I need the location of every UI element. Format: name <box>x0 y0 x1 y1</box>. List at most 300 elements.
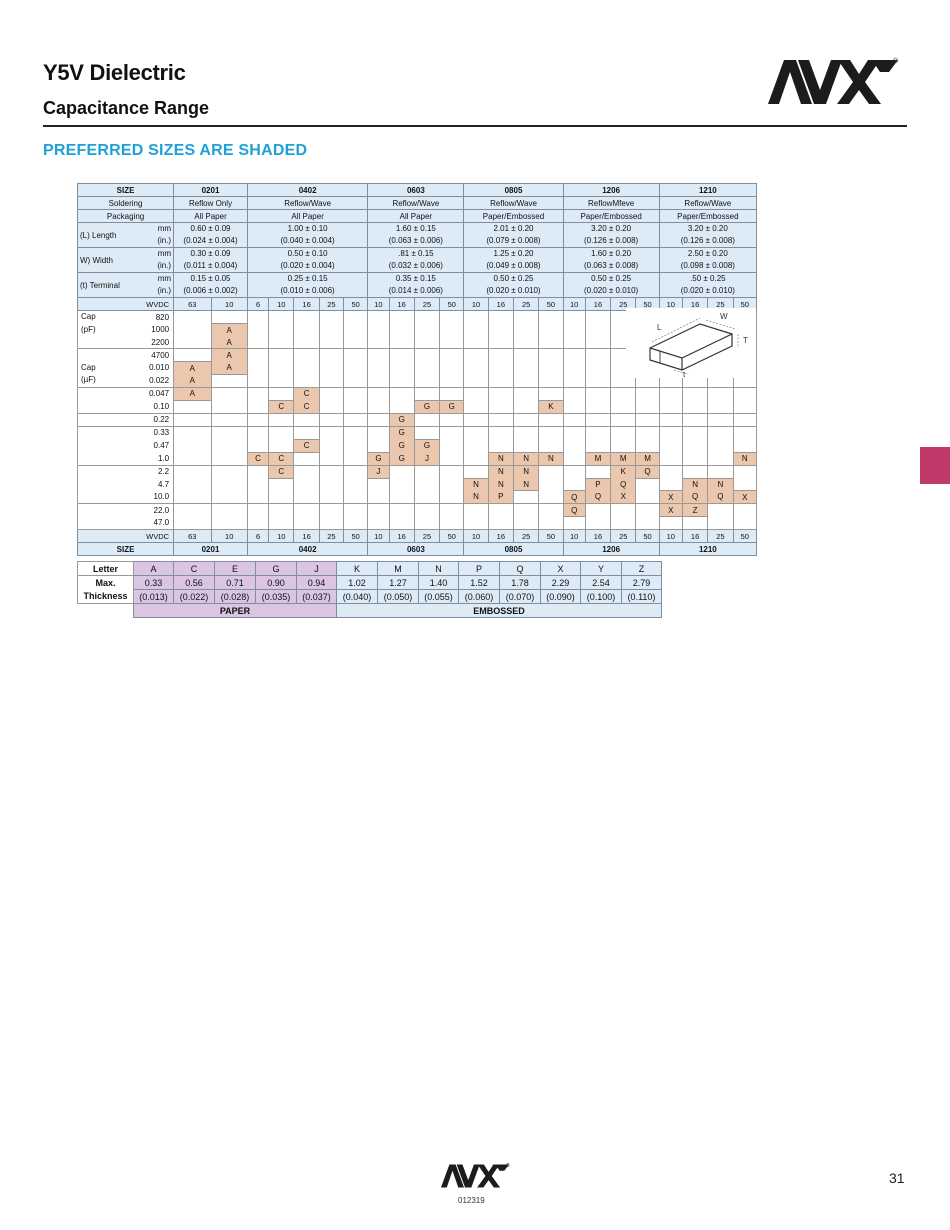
empty-cell <box>174 426 211 439</box>
wvdc-value: 10 <box>269 530 294 543</box>
capacitance-code-cell: A <box>211 336 247 349</box>
thickness-in: (0.037) <box>297 590 337 604</box>
thickness-letter: Z <box>622 562 662 576</box>
empty-cell <box>247 439 268 452</box>
capacitance-code-cell: G <box>389 452 414 465</box>
empty-cell <box>611 413 636 426</box>
empty-cell <box>368 504 389 517</box>
empty-cell <box>539 349 563 362</box>
empty-cell <box>563 465 585 478</box>
wvdc-value: 25 <box>611 298 636 311</box>
empty-cell <box>344 311 368 324</box>
thickness-letter: E <box>215 562 256 576</box>
empty-cell <box>636 491 659 504</box>
empty-cell <box>708 439 733 452</box>
empty-cell <box>319 311 343 324</box>
size-footer-cell: 0201 <box>174 543 248 556</box>
avx-logo <box>768 60 898 104</box>
empty-cell <box>585 413 610 426</box>
terminal-units <box>157 273 171 297</box>
capacitance-code-cell: G <box>389 413 414 426</box>
empty-cell <box>389 465 414 478</box>
empty-cell <box>414 478 439 491</box>
terminal-in: (0.020 ± 0.010) <box>486 286 541 295</box>
capacitance-code-cell: C <box>294 387 319 400</box>
width-mm: 0.50 ± 0.10 <box>287 249 328 258</box>
empty-cell <box>269 311 294 324</box>
terminal-label <box>78 273 174 298</box>
empty-cell <box>513 504 538 517</box>
capacitance-code-cell: J <box>414 452 439 465</box>
empty-cell <box>539 426 563 439</box>
cap-unit-label: (µF) <box>81 375 96 384</box>
wvdc-value: 50 <box>636 298 659 311</box>
wvdc-value: 50 <box>539 298 563 311</box>
empty-cell <box>659 465 682 478</box>
wvdc-value: 16 <box>389 530 414 543</box>
capacitance-code-cell: X <box>733 491 757 504</box>
cap-row <box>78 465 757 478</box>
empty-cell <box>269 387 294 400</box>
thickness-letter: C <box>174 562 215 576</box>
empty-cell <box>174 491 211 504</box>
empty-cell <box>464 324 488 337</box>
width-label-text: W) Width <box>80 255 113 265</box>
empty-cell <box>319 465 343 478</box>
empty-cell <box>368 478 389 491</box>
size-cell: 1206 <box>563 184 659 197</box>
capacitance-code-cell: N <box>513 478 538 491</box>
wvdc-value: 25 <box>319 530 343 543</box>
empty-cell <box>247 324 268 337</box>
empty-cell <box>174 400 211 413</box>
empty-cell <box>488 336 513 349</box>
capacitance-code-cell: N <box>539 452 563 465</box>
thickness-letter: M <box>378 562 419 576</box>
cap-value-label <box>78 478 174 491</box>
empty-cell <box>319 387 343 400</box>
capacitance-code-cell: A <box>174 387 211 400</box>
empty-cell <box>389 387 414 400</box>
empty-cell <box>585 504 610 517</box>
empty-cell <box>563 400 585 413</box>
empty-cell <box>174 349 211 362</box>
cap-row <box>78 478 757 491</box>
empty-cell <box>659 413 682 426</box>
empty-cell <box>414 465 439 478</box>
cap-value: 0.022 <box>149 375 170 385</box>
packaging-cell: All Paper <box>174 210 248 223</box>
empty-cell <box>513 413 538 426</box>
empty-cell <box>488 349 513 362</box>
length-cell <box>563 223 659 248</box>
empty-cell <box>344 400 368 413</box>
diagram-label-w: W <box>720 312 728 321</box>
empty-cell <box>294 517 319 530</box>
cap-row <box>78 439 757 452</box>
empty-cell <box>414 413 439 426</box>
empty-cell <box>414 311 439 324</box>
empty-cell <box>464 362 488 375</box>
empty-cell <box>682 517 707 530</box>
registered-mark: ® <box>893 58 899 65</box>
empty-cell <box>319 336 343 349</box>
thickness-mm: 1.02 <box>337 576 378 590</box>
soldering-cell: Reflow/Wave <box>247 197 367 210</box>
empty-cell <box>682 387 707 400</box>
empty-cell <box>682 452 707 465</box>
capacitance-code-cell: C <box>269 400 294 413</box>
thickness-letter: P <box>459 562 500 576</box>
wvdc-value: 16 <box>682 530 707 543</box>
page-number: 31 <box>889 1170 905 1186</box>
empty-cell <box>247 465 268 478</box>
empty-cell <box>659 426 682 439</box>
length-mm: 1.60 ± 0.15 <box>395 224 436 233</box>
capacitance-code-cell: A <box>211 362 247 375</box>
empty-cell <box>563 362 585 375</box>
capacitance-code-cell: M <box>611 452 636 465</box>
empty-cell <box>513 400 538 413</box>
empty-cell <box>344 426 368 439</box>
empty-cell <box>211 478 247 491</box>
cap-value-label <box>78 413 174 426</box>
soldering-cell: ReflowMfeve <box>563 197 659 210</box>
empty-cell <box>247 374 268 387</box>
wvdc-value: 10 <box>269 298 294 311</box>
thickness-in: (0.070) <box>500 590 541 604</box>
size-footer-row <box>78 543 757 556</box>
empty-cell <box>488 413 513 426</box>
cap-value-label <box>78 324 174 337</box>
empty-cell <box>414 517 439 530</box>
empty-cell <box>174 439 211 452</box>
empty-cell <box>708 465 733 478</box>
thickness-mm: 0.71 <box>215 576 256 590</box>
page-subtitle: Capacitance Range <box>43 98 210 118</box>
capacitance-code-cell: N <box>488 465 513 478</box>
empty-cell <box>344 324 368 337</box>
empty-cell <box>659 387 682 400</box>
width-in: (0.049 ± 0.008) <box>486 261 541 270</box>
width-row <box>78 248 757 273</box>
wvdc-value: 63 <box>174 530 211 543</box>
empty-cell <box>319 504 343 517</box>
capacitance-code-cell: X <box>659 491 682 504</box>
capacitance-code-cell: G <box>389 426 414 439</box>
empty-cell <box>319 452 343 465</box>
empty-cell <box>389 349 414 362</box>
capacitance-code-cell: N <box>488 478 513 491</box>
capacitance-code-cell: G <box>368 452 389 465</box>
empty-cell <box>659 452 682 465</box>
wvdc-value: 50 <box>733 298 757 311</box>
capacitance-code-cell: X <box>659 504 682 517</box>
width-mm: 1.60 ± 0.20 <box>591 249 632 258</box>
width-cell <box>368 248 464 273</box>
empty-cell <box>174 478 211 491</box>
wvdc-value: 6 <box>247 298 268 311</box>
empty-cell <box>247 517 268 530</box>
empty-cell <box>513 349 538 362</box>
empty-cell <box>464 387 488 400</box>
empty-cell <box>368 400 389 413</box>
width-mm: 0.30 ± 0.09 <box>190 249 231 258</box>
unit-mm: mm <box>157 274 172 283</box>
terminal-in: (0.020 ± 0.010) <box>680 286 735 295</box>
wvdc-value: 10 <box>464 530 488 543</box>
empty-cell <box>488 426 513 439</box>
empty-cell <box>269 491 294 504</box>
empty-cell <box>344 517 368 530</box>
length-cell <box>247 223 367 248</box>
empty-cell <box>563 349 585 362</box>
capacitance-code-cell: Q <box>563 504 585 517</box>
thickness-mm: 1.40 <box>419 576 459 590</box>
width-in: (0.032 ± 0.006) <box>388 261 443 270</box>
wvdc-value: 25 <box>611 530 636 543</box>
wvdc-value: 16 <box>585 298 610 311</box>
empty-cell <box>440 465 464 478</box>
empty-cell <box>539 324 563 337</box>
terminal-mm: .50 ± 0.25 <box>690 274 726 283</box>
size-cell: 0201 <box>174 184 248 197</box>
length-in: (0.040 ± 0.004) <box>280 236 335 245</box>
cap-value: 2200 <box>151 337 170 347</box>
empty-cell <box>488 439 513 452</box>
wvdc-value: 16 <box>682 298 707 311</box>
empty-cell <box>488 387 513 400</box>
empty-cell <box>319 324 343 337</box>
capacitance-code-cell: M <box>585 452 610 465</box>
width-mm: 1.25 ± 0.20 <box>493 249 534 258</box>
packaging-cell: All Paper <box>247 210 367 223</box>
soldering-cell: Reflow Only <box>174 197 248 210</box>
empty-cell <box>585 465 610 478</box>
empty-cell <box>389 311 414 324</box>
empty-cell <box>563 439 585 452</box>
wvdc-value: 50 <box>539 530 563 543</box>
capacitance-code-cell: K <box>611 465 636 478</box>
cap-unit-label: Cap <box>81 362 96 372</box>
empty-cell <box>294 324 319 337</box>
packaging-row <box>78 210 757 223</box>
empty-cell <box>174 324 211 337</box>
empty-cell <box>294 336 319 349</box>
thickness-mm: 0.56 <box>174 576 215 590</box>
width-cell <box>464 248 563 273</box>
empty-cell <box>319 349 343 362</box>
cap-row <box>78 491 757 504</box>
empty-cell <box>247 413 268 426</box>
terminal-mm: 0.50 ± 0.25 <box>493 274 534 283</box>
terminal-cell <box>563 273 659 298</box>
width-cell <box>659 248 756 273</box>
empty-cell <box>563 413 585 426</box>
empty-cell <box>733 413 757 426</box>
wvdc-value: 6 <box>247 530 268 543</box>
footer-registered-mark: ® <box>506 1163 510 1169</box>
empty-cell <box>269 413 294 426</box>
wvdc-value: 10 <box>464 298 488 311</box>
empty-cell <box>414 387 439 400</box>
cap-value: 0.47 <box>153 441 170 450</box>
empty-cell <box>585 336 610 349</box>
empty-cell <box>733 387 757 400</box>
empty-cell <box>294 452 319 465</box>
wvdc-value: 10 <box>659 298 682 311</box>
cap-unit-label: (pF) <box>81 324 96 334</box>
empty-cell <box>389 478 414 491</box>
capacitance-code-cell: P <box>488 491 513 504</box>
unit-in: (in.) <box>157 286 172 295</box>
unit-mm: mm <box>157 249 172 258</box>
empty-cell <box>344 504 368 517</box>
empty-cell <box>539 362 563 375</box>
empty-cell <box>414 491 439 504</box>
cap-row <box>78 504 757 517</box>
empty-cell <box>682 413 707 426</box>
empty-cell <box>440 362 464 375</box>
empty-cell <box>319 517 343 530</box>
empty-cell <box>440 452 464 465</box>
cap-value-label <box>78 491 174 504</box>
thickness-letter: X <box>541 562 581 576</box>
length-cell <box>368 223 464 248</box>
unit-mm: mm <box>157 224 172 233</box>
empty-cell <box>389 362 414 375</box>
empty-cell <box>368 336 389 349</box>
empty-cell <box>440 517 464 530</box>
empty-cell <box>585 517 610 530</box>
width-units <box>157 248 171 272</box>
length-in: (0.079 ± 0.008) <box>486 236 541 245</box>
capacitance-code-cell: N <box>464 491 488 504</box>
empty-cell <box>211 452 247 465</box>
packaging-cell: Paper/Embossed <box>563 210 659 223</box>
thickness-in: (0.090) <box>541 590 581 604</box>
capacitance-code-cell: G <box>389 439 414 452</box>
wvdc-value: 50 <box>440 298 464 311</box>
empty-cell <box>611 426 636 439</box>
empty-cell <box>513 439 538 452</box>
empty-cell <box>211 504 247 517</box>
wvdc-value: 25 <box>319 298 343 311</box>
unit-in: (in.) <box>157 236 172 245</box>
thickness-letter: J <box>297 562 337 576</box>
unit-in: (in.) <box>157 261 172 270</box>
empty-cell <box>344 413 368 426</box>
empty-cell <box>269 336 294 349</box>
empty-cell <box>247 504 268 517</box>
cap-value-label <box>78 349 174 362</box>
empty-cell <box>513 336 538 349</box>
empty-cell <box>488 324 513 337</box>
empty-cell <box>211 517 247 530</box>
empty-cell <box>294 362 319 375</box>
empty-cell <box>368 517 389 530</box>
cap-value: 0.10 <box>153 401 170 411</box>
empty-cell <box>611 517 636 530</box>
cap-value-label <box>78 517 174 530</box>
empty-cell <box>659 400 682 413</box>
thickness-letter: A <box>134 562 174 576</box>
cap-value-label <box>78 439 174 452</box>
empty-cell <box>659 517 682 530</box>
empty-cell <box>269 517 294 530</box>
empty-cell <box>247 362 268 375</box>
empty-cell <box>269 478 294 491</box>
empty-cell <box>708 400 733 413</box>
empty-cell <box>488 504 513 517</box>
terminal-mm: 0.35 ± 0.15 <box>395 274 436 283</box>
empty-cell <box>344 374 368 387</box>
empty-cell <box>269 439 294 452</box>
width-cell <box>563 248 659 273</box>
wvdc-value: 16 <box>294 298 319 311</box>
cap-unit-label: Cap <box>81 312 96 321</box>
width-cell <box>247 248 367 273</box>
capacitance-code-cell: N <box>682 478 707 491</box>
empty-cell <box>389 374 414 387</box>
empty-cell <box>440 478 464 491</box>
thickness-letter: N <box>419 562 459 576</box>
empty-cell <box>440 324 464 337</box>
diagram-label-t-lower: t <box>683 370 686 378</box>
thickness-table <box>77 561 662 618</box>
empty-cell <box>294 491 319 504</box>
wvdc-value: 10 <box>211 298 247 311</box>
width-label <box>78 248 174 273</box>
cap-value-label <box>78 336 174 349</box>
terminal-in: (0.014 ± 0.006) <box>388 286 443 295</box>
spacer <box>78 604 134 618</box>
length-mm: 3.20 ± 0.20 <box>591 224 632 233</box>
empty-cell <box>636 400 659 413</box>
empty-cell <box>247 478 268 491</box>
diagram-label-l: L <box>657 323 662 332</box>
page-title: Y5V Dielectric <box>43 60 186 85</box>
empty-cell <box>294 465 319 478</box>
empty-cell <box>611 439 636 452</box>
length-mm: 3.20 ± 0.20 <box>687 224 728 233</box>
terminal-cell <box>464 273 563 298</box>
empty-cell <box>440 439 464 452</box>
wvdc-value: 10 <box>211 530 247 543</box>
length-cell <box>174 223 248 248</box>
empty-cell <box>464 400 488 413</box>
packaging-label: Packaging <box>78 210 174 223</box>
preferred-sizes-note: PREFERRED SIZES ARE SHADED <box>43 142 308 159</box>
empty-cell <box>319 478 343 491</box>
empty-cell <box>733 465 757 478</box>
cap-row <box>78 387 757 400</box>
cap-value: 2.2 <box>157 467 170 477</box>
empty-cell <box>464 311 488 324</box>
empty-cell <box>513 517 538 530</box>
packaging-cell: All Paper <box>368 210 464 223</box>
document-code: 012319 <box>458 1196 485 1205</box>
empty-cell <box>247 491 268 504</box>
terminal-cell <box>247 273 367 298</box>
max-label: Max. <box>78 576 134 590</box>
empty-cell <box>174 504 211 517</box>
size-cell: 0805 <box>464 184 563 197</box>
width-mm: 2.50 ± 0.20 <box>687 249 728 258</box>
empty-cell <box>211 400 247 413</box>
capacitance-code-cell: C <box>269 465 294 478</box>
empty-cell <box>464 413 488 426</box>
